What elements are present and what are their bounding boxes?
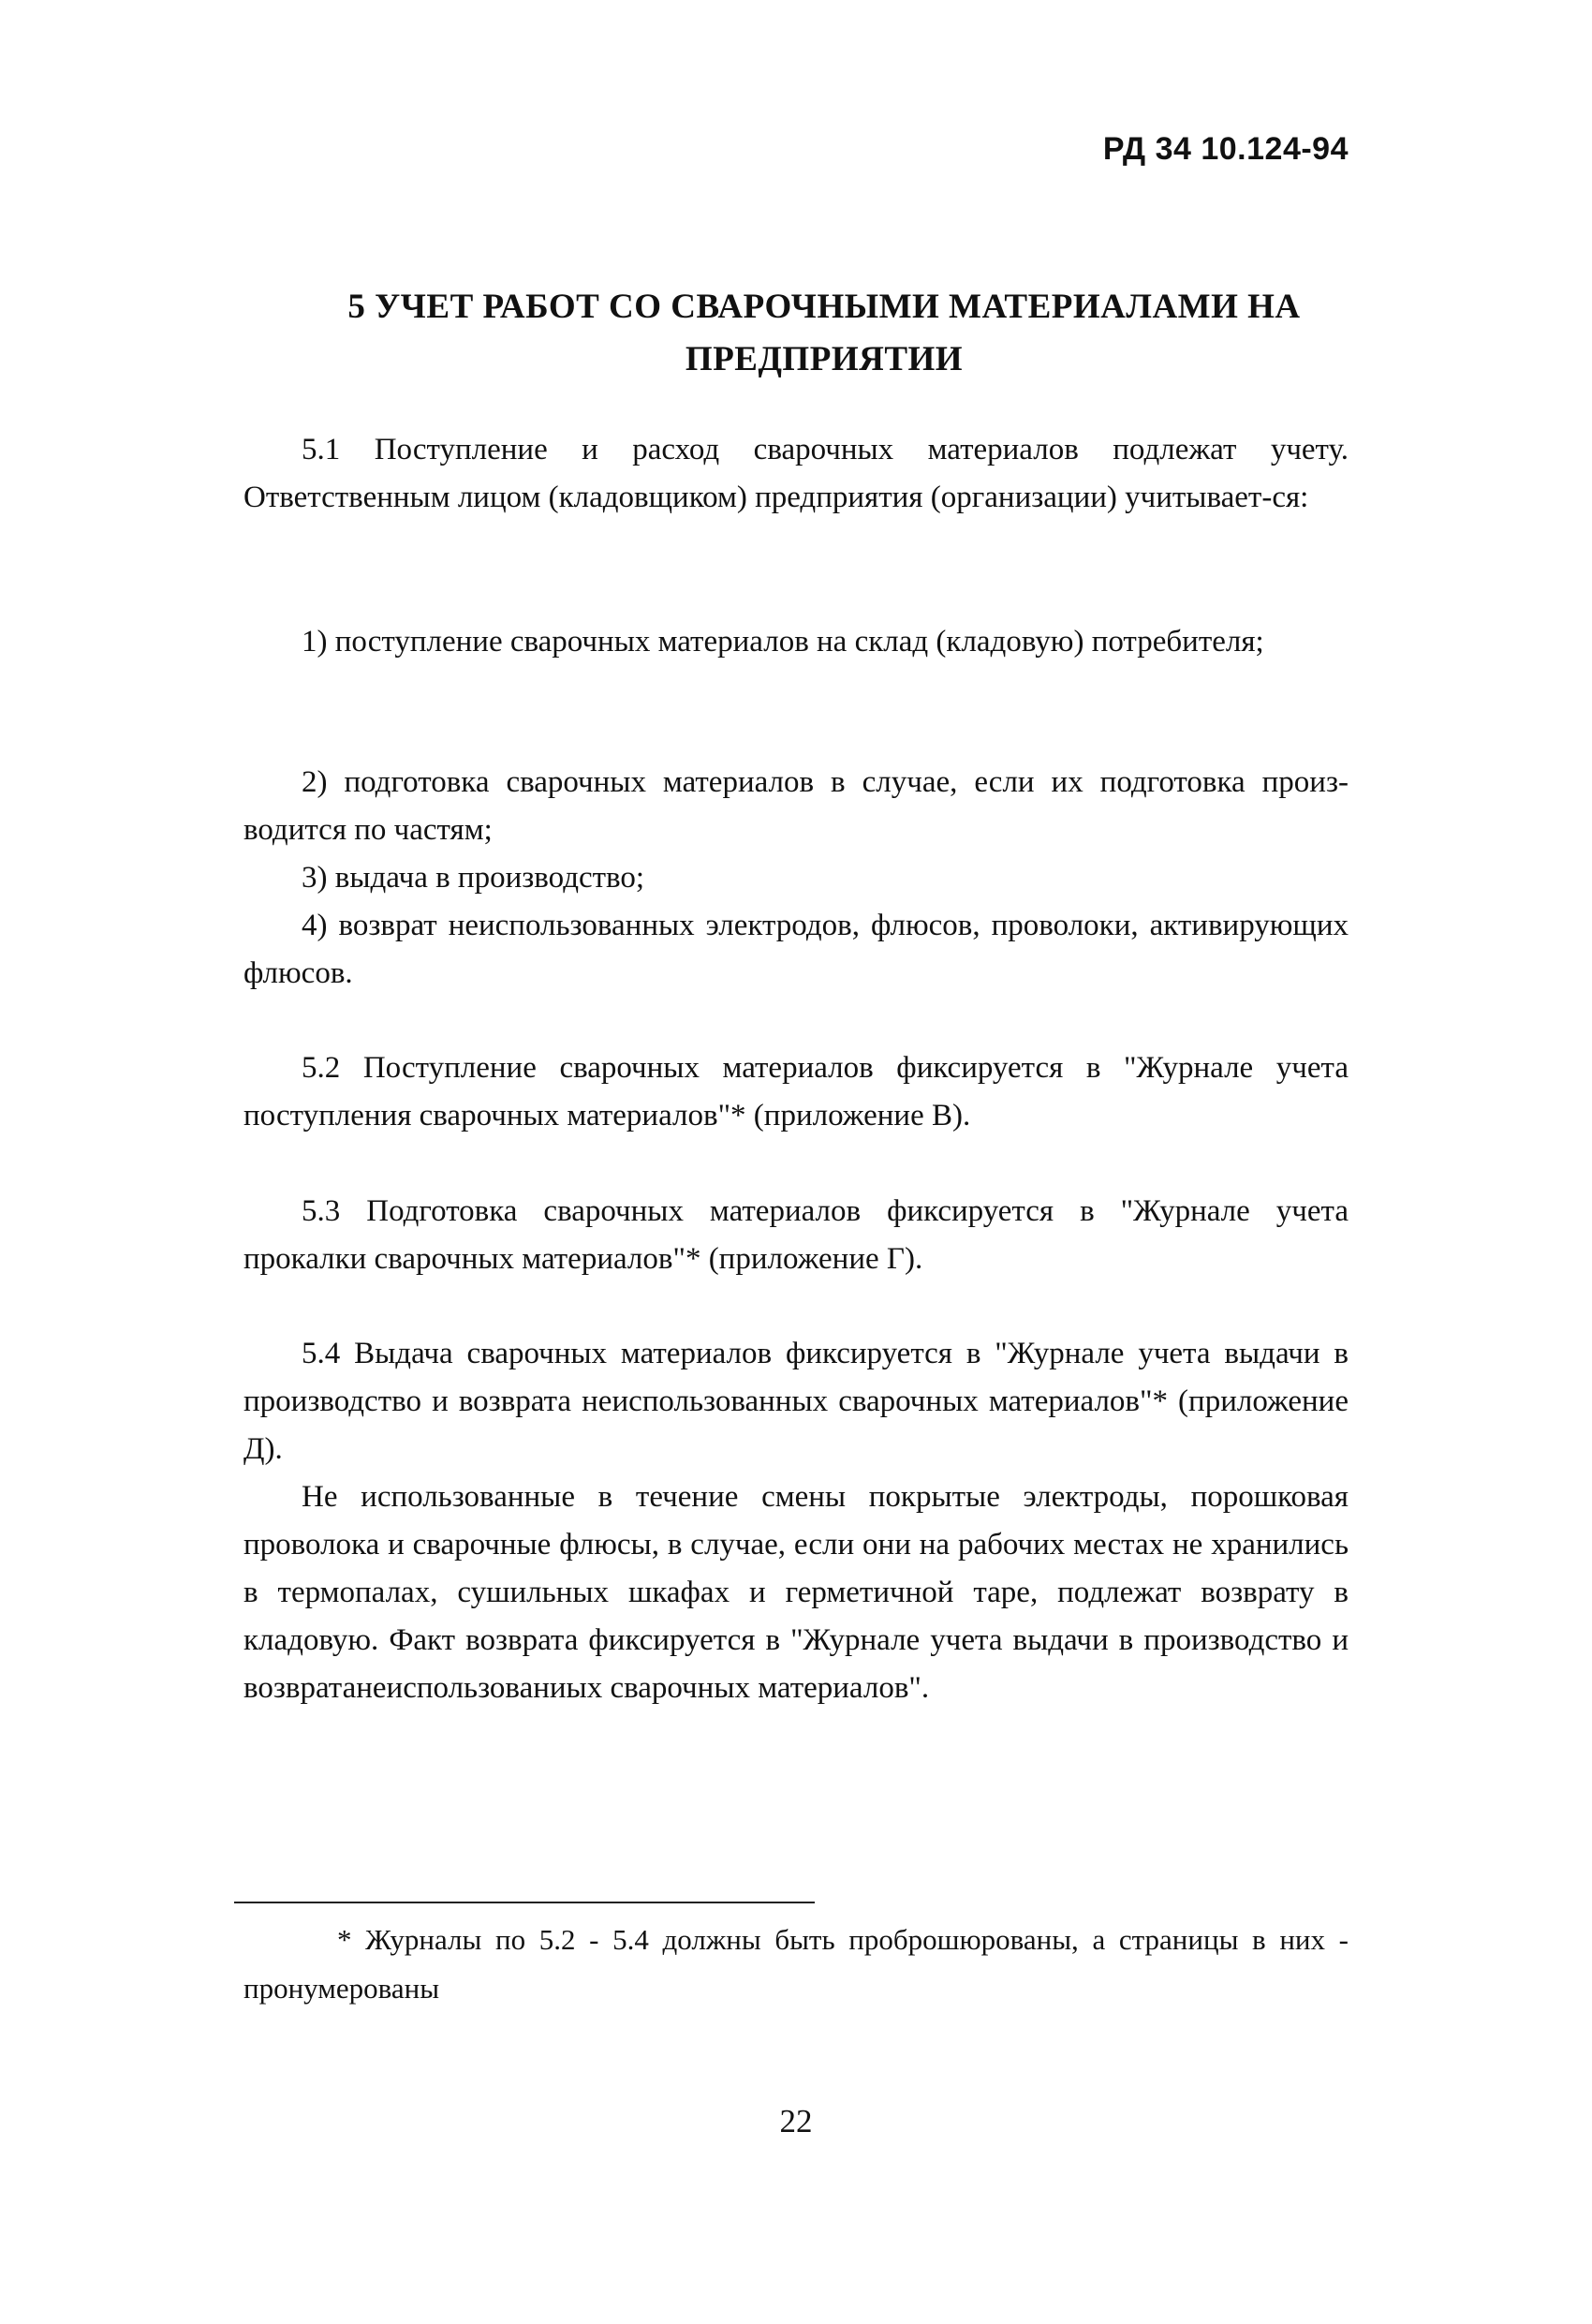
- footnote: * Журналы по 5.2 - 5.4 должны быть пpоброшюрованы, а страницы в них - пронумерованы: [243, 1923, 1349, 2005]
- paragraph-5-3: 5.3 Подготовка сварочных материалов фиксируется в "Журнале учета прокалки сварочных материалов"* (приложение Г).: [243, 1194, 1349, 1276]
- footnote-separator: [234, 1902, 815, 1903]
- page-number: 22: [779, 2103, 813, 2139]
- section-title: [281, 281, 1367, 386]
- paragraph-5-2: 5.2 Поступление сварочных материалов фиксируется в "Журнале учета поступления сварочных материалов"* (приложение В).: [243, 1051, 1349, 1132]
- paragraph-5-1: 5.1 Поступление и расход сварочных материалов подлежат учету. Ответственным лицом (кладовщиком) предприятия (организации) учитывает-ся:: [243, 433, 1349, 514]
- paragraph-5-4: 5.4 Выдача сварочных материалов фиксируется в "Журнале учета выдачи в производство и возврата неиспользованных сварочных материалов"* (приложение Д).: [243, 1337, 1349, 1466]
- list-item-1: 1) поступление сварочных материалов на склад (кладовую) потребителя;: [302, 625, 1264, 659]
- list-item-4: 4) возврат неиспользованных электродов, флюсов, проволоки, активирующих флюсов.: [243, 909, 1349, 990]
- section-title-line-1: 5 УЧЕТ РАБОТ СО СВАРОЧНЫМИ МАТЕРИАЛАМИ НА: [347, 288, 1301, 326]
- list-item-2: 2) подготовка сварочных материалов в случае, если их подготовка произ-водится по частям;: [243, 765, 1349, 847]
- paragraph-5-4-continued: Не использованные в течение смены покрытые электроды, порошковая проволока и сварочные флюсы, в случае, если они на рабочих местах не хранились в термопалах, сушильных шкафах и герметичной таре, подлежат возврату в кладовую. Факт возврата фиксируется в "Журнале учета выдачи в производство и возвратанеиспользованиых сварочных материалов".: [243, 1480, 1349, 1705]
- section-title-line-2: ПРЕДПРИЯТИИ: [685, 340, 964, 378]
- document-code: РД 34 10.124-94: [1102, 131, 1349, 167]
- list-item-3: 3) выдача в производство;: [302, 861, 645, 895]
